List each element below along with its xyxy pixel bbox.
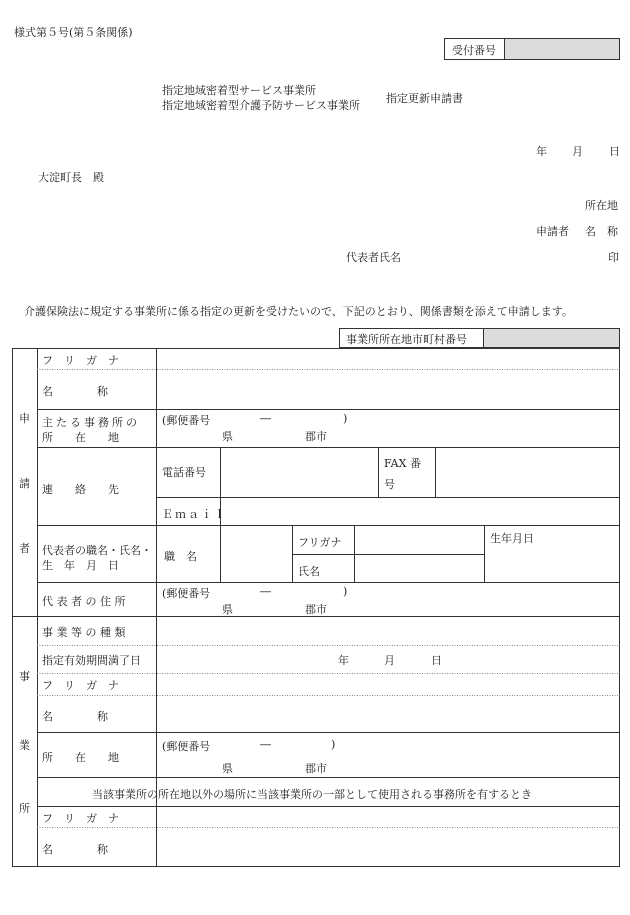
- email-field[interactable]: [221, 498, 619, 525]
- addressee: 大淀町長 殿: [38, 171, 104, 184]
- business-side-label-2: 業: [19, 739, 30, 752]
- form-title-line2: 指定地域密着型介護予防サービス事業所: [162, 99, 360, 112]
- sub-office-furigana-field[interactable]: [157, 807, 619, 827]
- representative-furigana-label: フリガナ: [298, 536, 342, 549]
- business-type-label: 事 業 等 の 種 類: [42, 626, 126, 639]
- business-name-field[interactable]: [157, 696, 619, 732]
- rep-address-postal-prefix: (郵便番号: [162, 587, 211, 600]
- expiry-day: 日: [431, 654, 442, 667]
- sub-office-name-field[interactable]: [157, 828, 619, 866]
- expiry-month: 月: [384, 654, 395, 667]
- applicant-name-field[interactable]: [157, 370, 619, 409]
- contact-label: 連 絡 先: [42, 483, 119, 496]
- applicant-address-label: 所在地: [585, 199, 618, 212]
- applicant-side-label-2: 請: [19, 477, 30, 490]
- seal-mark: 印: [608, 251, 619, 264]
- sub-office-name-label: 名 称: [42, 843, 108, 856]
- business-side-label-3: 所: [19, 802, 30, 815]
- application-statement: 介護保険法に規定する事業所に係る指定の更新を受けたいので、下記のとおり、関係書類を添えて申請します。: [24, 305, 573, 318]
- rep-address-city: 郡市: [305, 603, 327, 616]
- job-title-field[interactable]: [221, 526, 292, 582]
- business-postal-close: ): [331, 738, 336, 751]
- date-day: 日: [609, 145, 620, 158]
- applicant-name-row-label: 名 称: [42, 385, 108, 398]
- phone-label: 電話番号: [162, 466, 206, 479]
- representative-label: 代表者氏名: [346, 251, 401, 264]
- main-office-postal-dash: ―: [260, 412, 271, 425]
- fax-label-line1: FAX 番: [384, 457, 421, 470]
- applicant-label: 申請者: [536, 225, 569, 238]
- main-office-label-line1: 主たる事務所の: [42, 416, 140, 429]
- representative-row-label-line2: 生 年 月 日: [42, 559, 119, 572]
- applicant-side-label-1: 申: [19, 412, 30, 425]
- main-office-postal-prefix: (郵便番号: [162, 414, 211, 427]
- expiry-label: 指定有効期間満了日: [42, 654, 141, 667]
- fax-field[interactable]: [436, 448, 619, 497]
- fax-label-line2: 号: [384, 478, 395, 491]
- expiry-year: 年: [338, 654, 349, 667]
- main-office-city: 郡市: [305, 430, 327, 443]
- business-location-label: 所 在 地: [42, 751, 119, 764]
- representative-furigana-field[interactable]: [355, 526, 484, 554]
- business-city: 郡市: [305, 762, 327, 775]
- municipality-code-label-text: 事業所所在地市町村番号: [346, 333, 467, 346]
- rep-address-postal-close: ): [343, 585, 348, 598]
- main-office-prefecture: 県: [222, 430, 233, 443]
- business-furigana-field[interactable]: [157, 674, 619, 695]
- sub-office-furigana-label: フ リ ガ ナ: [42, 812, 119, 825]
- business-side-label-1: 事: [19, 670, 30, 683]
- other-office-note: 当該事業所の所在地以外の場所に当該事業所の一部として使用される事務所を有するとき: [92, 788, 532, 801]
- form-number: 様式第５号(第５条関係): [14, 26, 133, 39]
- applicant-side-label-3: 者: [19, 542, 30, 555]
- job-title-label: 職 名: [164, 550, 197, 563]
- representative-name-label: 氏名: [298, 565, 320, 578]
- rep-address-postal-dash: ―: [260, 585, 271, 598]
- applicant-furigana-field[interactable]: [157, 349, 619, 369]
- representative-row-label-line1: 代表者の職名・氏名・: [42, 544, 152, 557]
- applicant-furigana-label: フ リ ガ ナ: [42, 354, 119, 367]
- representative-name-field[interactable]: [355, 555, 484, 582]
- date-month: 月: [572, 145, 583, 158]
- business-postal-dash: ―: [260, 738, 271, 751]
- form-title-line1: 指定地域密着型サービス事業所: [162, 84, 316, 97]
- email-label: Ｅｍａｉｌ: [162, 508, 227, 521]
- main-office-label-line2: 所 在 地: [42, 431, 119, 444]
- main-office-postal-close: ): [343, 412, 348, 425]
- date-year: 年: [536, 145, 547, 158]
- receipt-number-label-text: 受付番号: [452, 44, 496, 57]
- business-name-label: 名 称: [42, 710, 108, 723]
- business-furigana-label: フ リ ガ ナ: [42, 679, 119, 692]
- rep-address-prefecture: 県: [222, 603, 233, 616]
- business-prefecture: 県: [222, 762, 233, 775]
- representative-address-label: 代 表 者 の 住 所: [42, 595, 126, 608]
- form-title-suffix: 指定更新申請書: [386, 92, 463, 105]
- business-type-field[interactable]: [157, 617, 619, 645]
- applicant-name-label: 名 称: [585, 225, 618, 238]
- business-postal-prefix: (郵便番号: [162, 740, 211, 753]
- birthdate-label: 生年月日: [490, 532, 534, 545]
- phone-field[interactable]: [221, 448, 378, 497]
